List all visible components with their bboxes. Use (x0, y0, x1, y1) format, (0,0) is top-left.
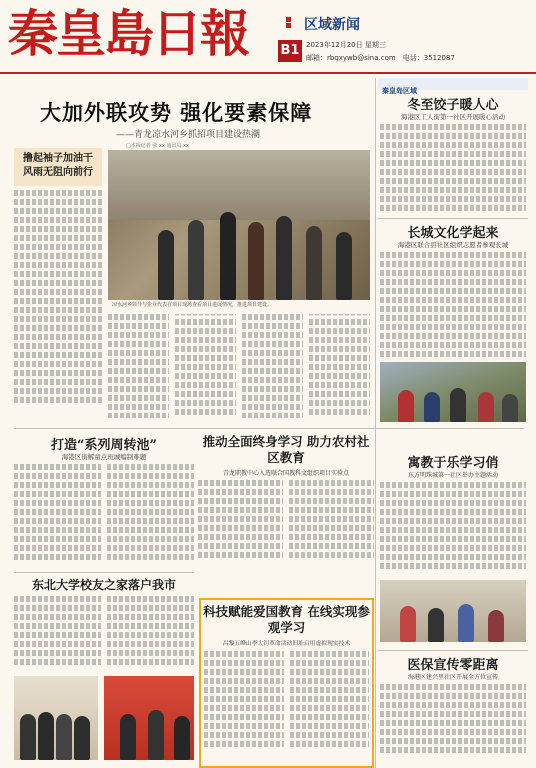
music-body (380, 482, 526, 578)
chain-subtitle: 海港区街解童点班城编制难题 (61, 453, 147, 461)
northeast-photo-2 (104, 676, 194, 760)
science-article-box[interactable] (199, 598, 374, 768)
sidebar-box (14, 148, 102, 186)
contact-email: 邮箱：rbqxywb@sina.com 电话：3512087 (306, 54, 455, 62)
learning-title: 推动全面终身学习 助力农村社区教育 (202, 434, 370, 465)
greatwall-photo (380, 362, 526, 422)
divider (14, 572, 194, 573)
music-title: 寓教于乐学习俏 (407, 456, 499, 471)
issue-date: 2023年12月20日 星期三 (306, 41, 386, 49)
winter-subtitle: 海港区工人街第一社区开展暖心活动 (401, 113, 505, 121)
medical-subtitle: 海港区建兴里社区开展全方位宣传 (407, 674, 498, 681)
northeast-body (14, 596, 194, 672)
lead-subtitle: ——青龙凉水河乡抓招项目建设热潮 (116, 130, 261, 140)
column-divider (375, 78, 376, 768)
science-body (201, 649, 372, 755)
lead-byline: □本报记者 张 xx 通讯员 xx (126, 143, 189, 149)
chain-body (14, 464, 194, 568)
divider (378, 218, 528, 219)
science-subtitle: 昌黎五峰山李大钊革命活动旧址启用虚拟现实技术 (222, 641, 351, 647)
newspaper-logo: 秦皇島日報 (8, 4, 248, 63)
divider (14, 428, 524, 429)
chain-title: 打造“系列周转池” (51, 438, 157, 453)
greatwall-body (380, 252, 526, 360)
science-title: 科技赋能爱国教育 在线实现参观学习 (203, 604, 370, 635)
decoration-dots (285, 16, 299, 32)
masthead (0, 0, 536, 72)
region-strip-label: 秦皇岛区域 (382, 87, 417, 95)
lead-photo (108, 150, 370, 300)
lead-body (108, 314, 370, 418)
winter-body (380, 124, 526, 216)
greatwall-subtitle: 海港区联合县社区组织志愿者参观长城 (397, 241, 509, 249)
page-number: B1 (278, 40, 302, 62)
section-title: 区域新闻 (304, 17, 360, 33)
music-subtitle: 东方明珠城第一社区举办主题活动 (407, 472, 498, 479)
masthead-rule (0, 72, 536, 74)
sidebar-text (14, 190, 102, 420)
medical-title: 医保宣传零距离 (407, 658, 499, 673)
lead-headline: 大加外联攻势 强化要素保障 (40, 100, 313, 125)
region-strip (378, 78, 528, 95)
northeast-photo-1 (14, 676, 98, 760)
learning-body (198, 480, 374, 568)
northeast-title: 东北大学校友之家落户我市 (31, 578, 176, 592)
winter-title: 冬至饺子暖人心 (407, 98, 499, 113)
greatwall-title: 长城文化学起来 (407, 226, 499, 241)
divider (378, 650, 528, 651)
sidebar-title: 撸起袖子加油干 风雨无阻向前行 (23, 153, 93, 178)
music-photo (380, 580, 526, 642)
medical-body (380, 684, 526, 764)
lead-photo-caption: 凉水河乡领导与企业代表在项目现场查看项目进展情况，推进项目建设。 (112, 302, 273, 308)
learning-subtitle: 青龙职教中心入选联合国教科文组织项目实验点 (222, 470, 349, 477)
